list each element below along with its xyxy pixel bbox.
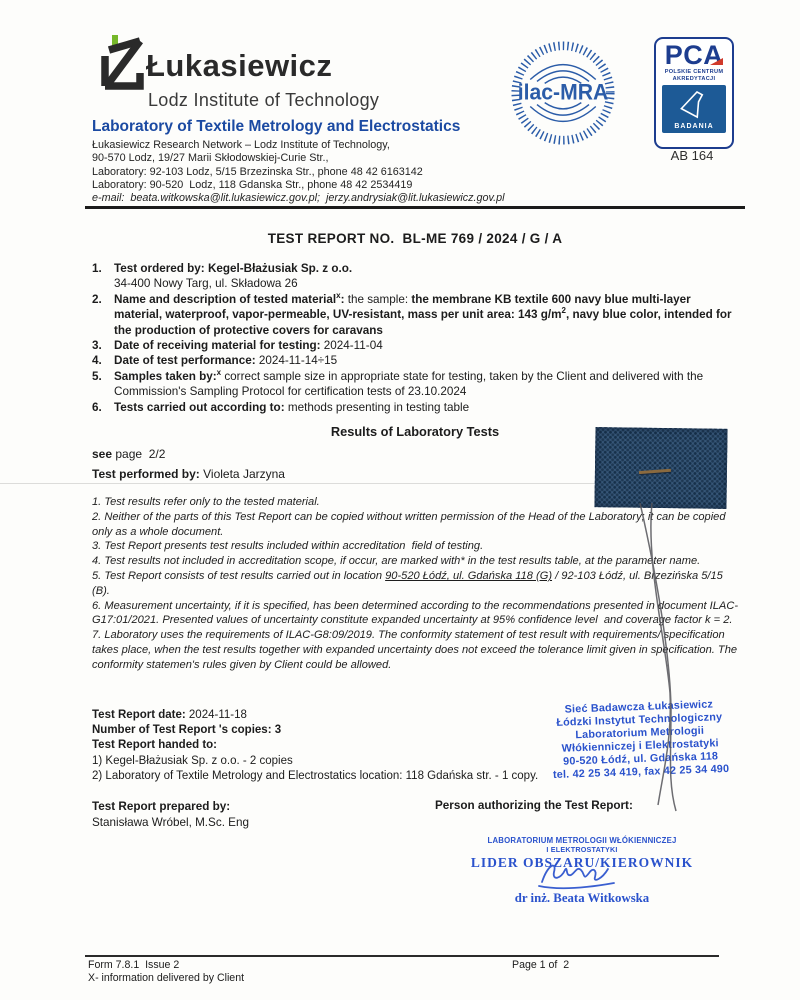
institute-name: Lodz Institute of Technology — [148, 90, 380, 110]
pca-name-line1: POLSKIE CENTRUM — [664, 69, 724, 75]
address-line: Laboratory: 90-520 Lodz, 118 Gdanska Str., phone 48 42 2534419 — [92, 179, 413, 192]
ilac-mra-label: ilac-MRA — [517, 79, 609, 105]
note-7: 7. Laboratory uses the requirements of ILAC-G8:09/2019. The conformity statement of test result with requirements/ specification takes place, when the test results together with expanded uncertainty does not exceed the tolerance limit given in specification. The conformity statemen's rules given by Client could be allowed. — [92, 629, 738, 671]
prepared-by-label: Test Report prepared by: — [92, 800, 231, 813]
pca-name-line2: AKREDYTACJI — [672, 75, 716, 82]
authorizer-name: dr inż. Beata Witkowska — [514, 891, 650, 905]
results-heading: Results of Laboratory Tests — [330, 424, 500, 439]
note-5: 5. Test Report consists of test results carried out in location 90-520 Łódź, ul. Gdańska 118 (G) / 92-103 Łódź, ul. Brzezińska 5/15 (B). — [92, 569, 723, 597]
form-number: Form 7.8.1 Issue 2 — [88, 959, 180, 971]
lukasiewicz-logo-icon — [94, 32, 144, 110]
note-3: 3. Test Report presents test results included within accreditation field of testing. — [92, 540, 484, 553]
item-date-received: 3. Date of receiving material for testing: 2024-11-04 — [92, 339, 383, 353]
copies-line: Number of Test Report 's copies: 3 — [92, 724, 282, 737]
item-material-description: 2. Name and description of tested material$^x$: the sample: the membrane KB textile 600 navy blue multi-layer material, waterproof, vapor-permeable, UV-resistant, mass per unit area: 143 $g/m^2$, navy blue color, intended for the production of protective covers for caravans — [92, 290, 732, 337]
laboratory-title: Laboratory of Textile Metrology and Electrostatics — [92, 118, 461, 135]
report-title: TEST REPORT NO. BL-ME 769 / 2024 / G / A — [267, 231, 563, 246]
address-block — [92, 139, 423, 193]
issue-block — [92, 708, 538, 784]
prepared-by-block — [92, 799, 249, 830]
pca-acronym: PCA — [664, 40, 724, 70]
brand-name: Łukasiewicz — [146, 48, 333, 83]
email-line: e-mail: beata.witkowska@lit.lukasiewicz.gov.pl; jerzy.andrysiak@lit.lukasiewicz.gov.pl — [92, 192, 505, 204]
ilac-mra-seal-icon — [510, 40, 616, 146]
header-divider — [85, 206, 745, 209]
item-date-performed: 4. Date of test performance: 2024-11-14÷15 — [92, 354, 338, 368]
signature-scribble — [534, 858, 630, 894]
pca-badania-label: BADANIA — [674, 123, 714, 130]
handed-to-label: Test Report handed to: — [92, 739, 218, 752]
footnote-x: X- information delivered by Client — [88, 972, 245, 984]
item-samples-taken-by: 5. Samples taken by:$^x$ correct sample size in appropriate state for testing, taken by the Client and delivered with the Commission's Sampling Protocol for certification tests of 23.10.2024 — [92, 367, 704, 399]
handed-to-1: 1) Kegel-Błażusiak Sp. z o.o. - 2 copies — [92, 754, 293, 767]
pca-red-accent — [710, 58, 723, 65]
client-address: 34-400 Nowy Targ, ul. Składowa 26 — [114, 277, 298, 291]
laboratory-address-stamp: Sieć Badawcza Łukasiewicz Łódzki Instytut Technologiczny Laboratorium Metrologii Włókienniczej i Elektrostatyki 90-520 Łódź, ul. Gdańska 118 tel. 42 25 34 419, fax 42 25 34 490 — [552, 698, 730, 782]
report-items — [92, 261, 734, 415]
page-indicator: Page 1 of 2 — [512, 959, 570, 971]
note-6: 6. Measurement uncertainty, if it is specified, has been determined according to the recommendations presented in document ILAC-G17:01/2021. Presented values of uncertainty constitute expanded uncertainty at 95% confidence level and coverage factor k = 2. — [92, 599, 739, 627]
address-line: 90-570 Lodz, 19/27 Marii Skłodowskiej-Curie Str., — [92, 152, 329, 165]
authorizing-label: Person authorizing the Test Report: — [435, 799, 633, 812]
authority-stamp: LABORATORIUM METROLOGII WŁÓKIENNICZEJ I ELEKTROSTATYKI LIDER OBSZARU/KIEROWNIK — [470, 836, 694, 870]
note-2: 2. Neither of the parts of this Test Report can be copied without written permission of the Head of the Laboratory; it can be copied only as a whole document. — [92, 510, 726, 538]
flask-icon — [679, 88, 709, 120]
note-4: 4. Test results not included in accreditation scope, if occur, are marked with* in the test results table, at the parameter name. — [92, 555, 701, 568]
test-performed-by-line: Test performed by: Violeta Jarzyna — [92, 467, 285, 481]
fabric-thread-knot — [639, 469, 671, 474]
see-page-line: see page 2/2 — [92, 447, 166, 461]
handed-to-2: 2) Laboratory of Textile Metrology and Electrostatics location: 118 Gdańska str. - 1 copy. — [92, 769, 539, 782]
item-tests-according-to: 6. Tests carried out according to: methods presenting in testing table — [92, 400, 470, 414]
pca-badania-box — [662, 85, 726, 133]
attachment-thread — [598, 503, 728, 818]
footer-divider — [85, 955, 719, 957]
accreditation-number: AB 164 — [670, 148, 714, 163]
prepared-by-name: Stanisława Wróbel, M.Sc. Eng — [92, 815, 249, 829]
fabric-sample — [594, 427, 727, 509]
address-line: Laboratory: 92-103 Lodz, 5/15 Brzezinska Str., phone 48 42 6163142 — [92, 165, 423, 178]
report-date-line: Test Report date: 2024-11-18 — [92, 709, 247, 721]
pca-accreditation-badge — [654, 37, 734, 149]
faint-divider — [0, 483, 596, 484]
address-line: Łukasiewicz Research Network – Lodz Institute of Technology, — [92, 139, 390, 151]
note-1: 1. Test results refer only to the tested material. — [92, 496, 320, 508]
item-test-ordered-by: 1. Test ordered by: Kegel-Błażusiak Sp. z o.o. 34-400 Nowy Targ, ul. Składowa 26 — [92, 261, 734, 292]
